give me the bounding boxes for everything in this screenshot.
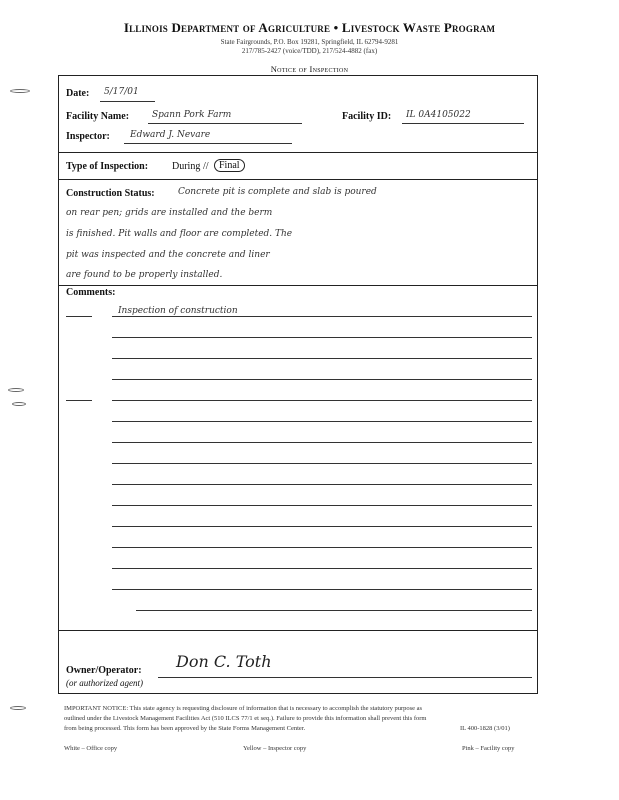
- comment-line: [136, 610, 532, 611]
- scan-mark: [12, 402, 26, 406]
- important-notice-line: IMPORTANT NOTICE: This state agency is requesting disclosure of information that is necessary to accomplish the statutory purpose as: [64, 705, 423, 712]
- agency-phone: 217/785-2427 (voice/TDD), 217/524-4882 (fax): [241, 47, 378, 55]
- construction-status-line[interactable]: Concrete pit is complete and slab is poured: [178, 187, 377, 197]
- inspection-type-separator: //: [203, 161, 209, 172]
- comment-line: [112, 358, 532, 359]
- facility-name-line: [148, 123, 302, 124]
- form-number: IL 400-1828 (3/01): [460, 725, 510, 732]
- comment-line: [112, 505, 532, 506]
- comment-line: [112, 379, 532, 380]
- notice-title: Notice of Inspection: [270, 64, 349, 74]
- comment-line: [112, 400, 532, 401]
- date-value[interactable]: 5/17/01: [104, 87, 139, 97]
- inspection-type-final[interactable]: Final: [214, 159, 245, 172]
- construction-status-line[interactable]: is finished. Pit walls and floor are completed. The: [66, 229, 293, 239]
- copy-pink: Pink – Facility copy: [462, 745, 515, 752]
- inspector-line: [124, 143, 292, 144]
- inspection-type-label: Type of Inspection:: [66, 161, 149, 172]
- section-divider: [58, 152, 538, 153]
- scan-mark: [8, 388, 24, 392]
- comments-line[interactable]: Inspection of construction: [118, 306, 238, 316]
- facility-name-label: Facility Name:: [66, 111, 130, 122]
- comment-line: [112, 547, 532, 548]
- agency-address: State Fairgrounds, P.O. Box 19281, Springfield, IL 62794-9281: [220, 38, 399, 46]
- agency-title: Illinois Department of Agriculture • Livestock Waste Program: [123, 20, 496, 35]
- facility-id-label: Facility ID:: [342, 111, 392, 122]
- inspection-type-during[interactable]: During: [172, 161, 201, 172]
- owner-signature[interactable]: Don C. Toth: [176, 652, 272, 671]
- date-label: Date:: [66, 88, 90, 99]
- inspector-label: Inspector:: [66, 131, 110, 142]
- scan-mark: [10, 89, 30, 93]
- facility-name-value[interactable]: Spann Pork Farm: [152, 110, 232, 120]
- comment-line: [66, 316, 92, 317]
- construction-status-line[interactable]: are found to be properly installed.: [66, 270, 223, 280]
- comment-line: [112, 337, 532, 338]
- facility-id-line: [402, 123, 524, 124]
- comment-line: [112, 568, 532, 569]
- facility-id-value[interactable]: IL 0A4105022: [406, 110, 471, 120]
- comment-line: [112, 316, 532, 317]
- section-divider: [58, 285, 538, 286]
- comments-label: Comments:: [66, 287, 116, 298]
- date-line: [100, 101, 155, 102]
- construction-status-line[interactable]: pit was inspected and the concrete and liner: [66, 250, 270, 260]
- owner-operator-sublabel: (or authorized agent): [66, 678, 143, 688]
- construction-status-label: Construction Status:: [66, 188, 155, 199]
- comment-line: [112, 484, 532, 485]
- comment-line: [66, 400, 92, 401]
- owner-operator-label: Owner/Operator:: [66, 665, 142, 676]
- copy-white: White – Office copy: [64, 745, 118, 752]
- important-notice-line: outlined under the Livestock Management Facilities Act (510 ILCS 77/1 et seq.). Failure to provide this information shall prevent this form: [64, 715, 427, 722]
- section-divider: [58, 630, 538, 631]
- construction-status-line[interactable]: on rear pen; grids are installed and the berm: [66, 208, 273, 218]
- section-divider: [58, 179, 538, 180]
- comment-line: [112, 589, 532, 590]
- copy-yellow: Yellow – Inspector copy: [243, 745, 307, 752]
- important-notice-line: from being processed. This form has been approved by the State Forms Management Center.: [64, 725, 306, 732]
- comment-line: [112, 463, 532, 464]
- scan-mark: [10, 706, 26, 710]
- comment-line: [112, 526, 532, 527]
- signature-line: [158, 677, 532, 678]
- comment-line: [112, 421, 532, 422]
- inspector-value[interactable]: Edward J. Nevare: [130, 130, 211, 140]
- comment-line: [112, 442, 532, 443]
